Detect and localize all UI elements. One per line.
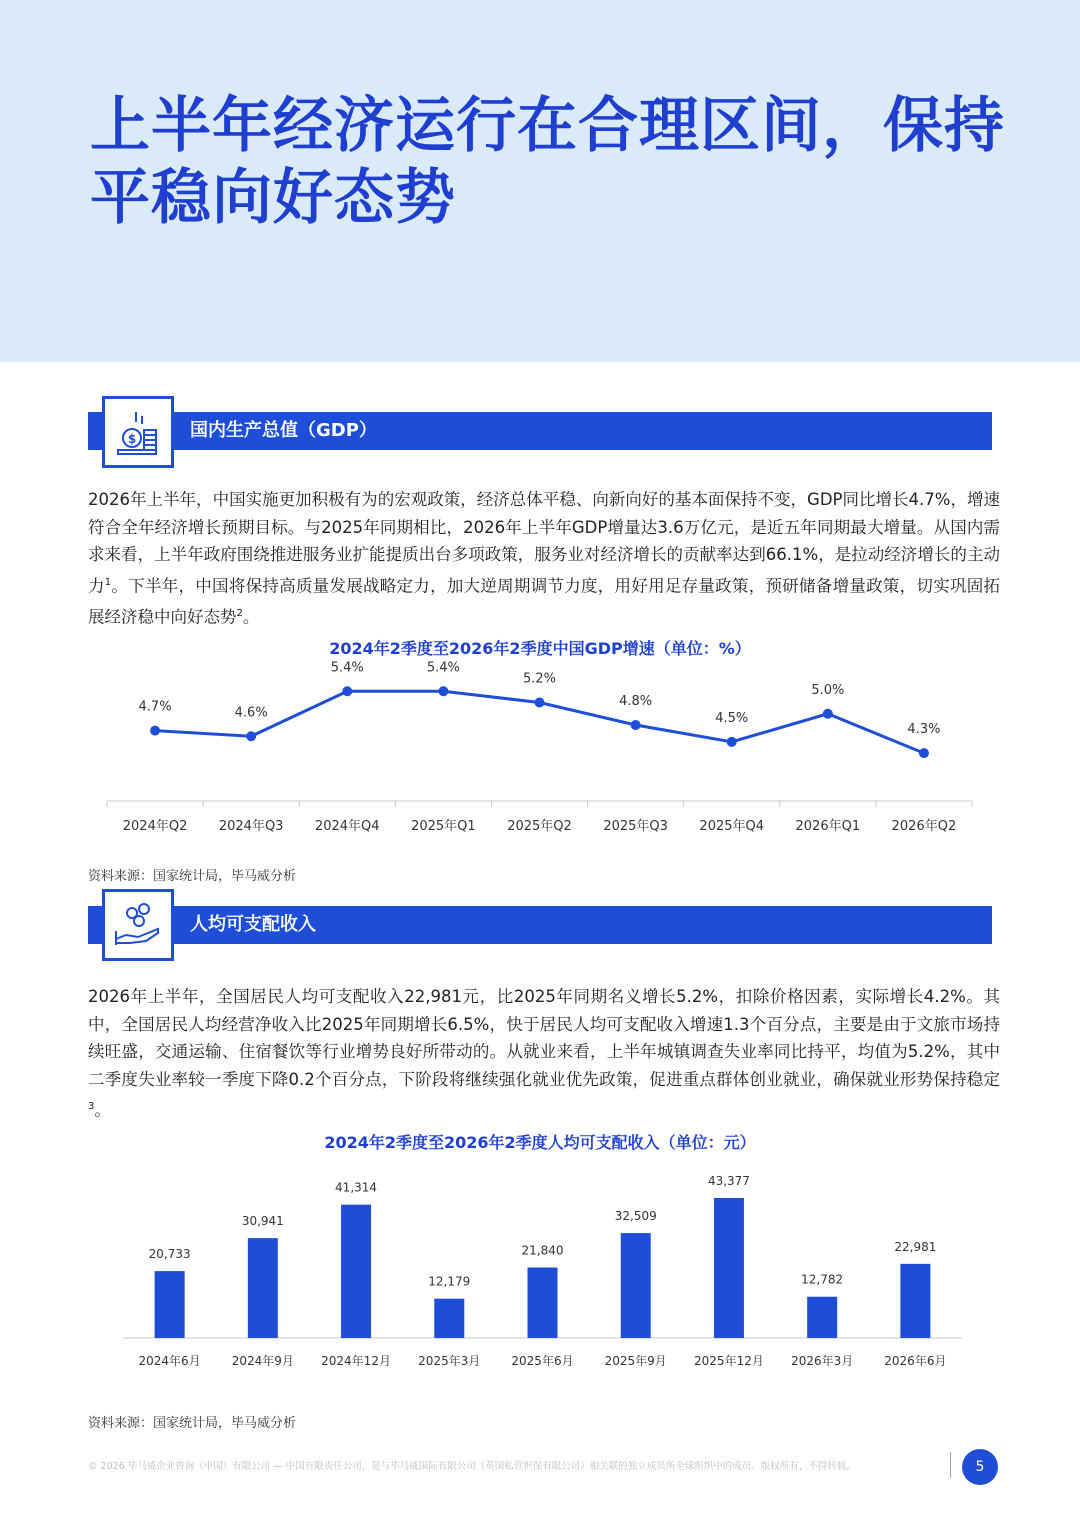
bar xyxy=(528,1268,558,1338)
gdp-source: 资料来源：国家统计局，毕马威分析 xyxy=(88,869,297,884)
data-label: 4.8% xyxy=(619,694,653,709)
x-tick-label: 2025年3月 xyxy=(418,1354,481,1368)
bar-value-label: 41,314 xyxy=(335,1180,378,1195)
x-tick-label: 2025年12月 xyxy=(694,1354,764,1368)
x-tick-label: 2026年Q2 xyxy=(891,819,957,834)
income-text-2: 。 xyxy=(94,1100,111,1120)
bar xyxy=(434,1299,464,1338)
data-point xyxy=(727,737,737,747)
data-label: 5.2% xyxy=(522,671,557,687)
page-number: 5 xyxy=(962,1449,998,1485)
bar xyxy=(807,1297,837,1338)
bar-value-label: 12,179 xyxy=(428,1274,471,1289)
svg-text:$: $ xyxy=(127,432,137,446)
x-tick-label: 2025年6月 xyxy=(511,1354,574,1368)
hand-coins-icon xyxy=(102,889,174,961)
footer-copyright: © 2026 毕马威企业咨询（中国）有限公司 — 中国有限责任公司，是与毕马威国际有限公司（英国私营担保有限公司）相关联的独立成员所全球组织中的成员。版权所有，不得转载。 xyxy=(88,1461,856,1472)
x-tick-label: 2024年12月 xyxy=(321,1354,391,1368)
data-point xyxy=(342,686,352,696)
x-tick-label: 2024年Q4 xyxy=(314,819,380,834)
gdp-line-chart xyxy=(0,660,1080,850)
income-section-title: 人均可支配收入 xyxy=(190,914,316,935)
x-tick-label: 2026年3月 xyxy=(791,1354,854,1368)
bar xyxy=(341,1205,371,1338)
bar xyxy=(900,1264,930,1338)
data-label: 5.4% xyxy=(426,660,460,676)
income-source: 资料来源：国家统计局，毕马威分析 xyxy=(88,1416,297,1431)
gdp-text-3: 。 xyxy=(242,607,260,626)
data-point xyxy=(246,731,256,741)
x-tick-label: 2025年Q3 xyxy=(603,819,668,834)
data-point xyxy=(150,726,160,736)
footnote-ref-3[interactable]: 3 xyxy=(88,1101,95,1112)
x-tick-label: 2024年Q3 xyxy=(218,819,284,834)
x-tick-label: 2024年Q2 xyxy=(122,819,188,834)
x-tick-label: 2025年Q2 xyxy=(507,819,572,834)
x-tick-label: 2025年Q4 xyxy=(699,819,765,834)
data-label: 4.5% xyxy=(715,710,749,726)
bar-value-label: 22,981 xyxy=(894,1239,937,1254)
data-label: 5.0% xyxy=(811,682,845,698)
page-title: 上半年经济运行在合理区间，保持平稳向好态势 xyxy=(90,91,1005,233)
x-tick-label: 2026年Q1 xyxy=(795,819,861,834)
income-chart-title: 2024年2季度至2026年2季度人均可支配收入（单位：元） xyxy=(324,1133,756,1152)
bar xyxy=(248,1238,278,1338)
x-tick-label: 2025年9月 xyxy=(604,1354,667,1368)
income-bar-chart xyxy=(0,1160,1080,1380)
data-point xyxy=(631,720,641,730)
x-tick-label: 2024年9月 xyxy=(231,1354,294,1368)
bar-value-label: 43,377 xyxy=(707,1174,750,1188)
income-paragraph xyxy=(88,983,1000,1124)
data-point xyxy=(919,748,929,758)
bar-value-label: 32,509 xyxy=(614,1209,657,1224)
data-point xyxy=(823,709,833,719)
income-text-1: 2026年上半年，全国居民人均可支配收入22,981元，比2025年同期名义增长5.2%，扣除价格因素，实际增长4.2%。其中，全国居民人均经营净收入比2025年同期增长6.5%，快于居民人均可支配收入增速1.3个百分点，主要是由于文旅市场持续旺盛，交通运输、住宿餐饮等行业增势良好所带动的。从就业来看，上半年城镇调查失业率同比持平，均值为5.2%，其中二季度失业率较一季度下降0.2个百分点，下阶段将继续强化就业优先政策，促进重点群体创业就业，确保就业形势保持稳定 xyxy=(88,987,1000,1089)
gdp-chart-title: 2024年2季度至2026年2季度中国GDP增速（单位：%） xyxy=(329,639,751,658)
bar-value-label: 12,782 xyxy=(801,1272,844,1287)
x-tick-label: 2025年Q1 xyxy=(411,819,476,834)
footer-divider xyxy=(950,1452,951,1478)
footnote-ref-2[interactable]: 2 xyxy=(236,607,243,619)
gdp-paragraph xyxy=(88,486,1000,631)
bar-value-label: 21,840 xyxy=(521,1243,564,1258)
x-tick-label: 2026年6月 xyxy=(884,1354,947,1368)
data-label: 4.3% xyxy=(907,722,941,738)
data-label: 4.7% xyxy=(138,699,172,715)
data-label: 5.4% xyxy=(330,660,364,676)
footnote-ref-1[interactable]: 1 xyxy=(104,576,112,588)
bar xyxy=(155,1271,185,1338)
hero-banner xyxy=(0,0,1080,362)
bar xyxy=(714,1198,744,1338)
gdp-section-title: 国内生产总值（GDP） xyxy=(190,420,377,441)
bar-value-label: 30,941 xyxy=(241,1214,284,1229)
data-label: 4.6% xyxy=(234,705,268,721)
coins-icon xyxy=(102,396,174,468)
bar xyxy=(621,1233,651,1338)
data-point xyxy=(438,686,448,696)
data-point xyxy=(535,698,545,708)
bar-value-label: 20,733 xyxy=(148,1247,191,1262)
gdp-text-2: 。下半年，中国将保持高质量发展战略定力，加大逆周期调节力度，用好用足存量政策，预研储备增量政策，切实巩固拓展经济稳中向好态势 xyxy=(88,576,1001,626)
x-tick-label: 2024年6月 xyxy=(138,1354,201,1368)
gdp-text-1: 2026年上半年，中国实施更加积极有为的宏观政策，经济总体平稳、向新向好的基本面保持不变，GDP同比增长4.7%，增速符合全年经济增长预期目标。与2025年同期相比，2026年上半年GDP增量达3.6万亿元，是近五年同期最大增量。从国内需求来看，上半年政府围绕推进服务业扩能提质出台多项政策，服务业对经济增长的贡献率达到66.1%，是拉动经济增长的主动力 xyxy=(88,490,1000,595)
